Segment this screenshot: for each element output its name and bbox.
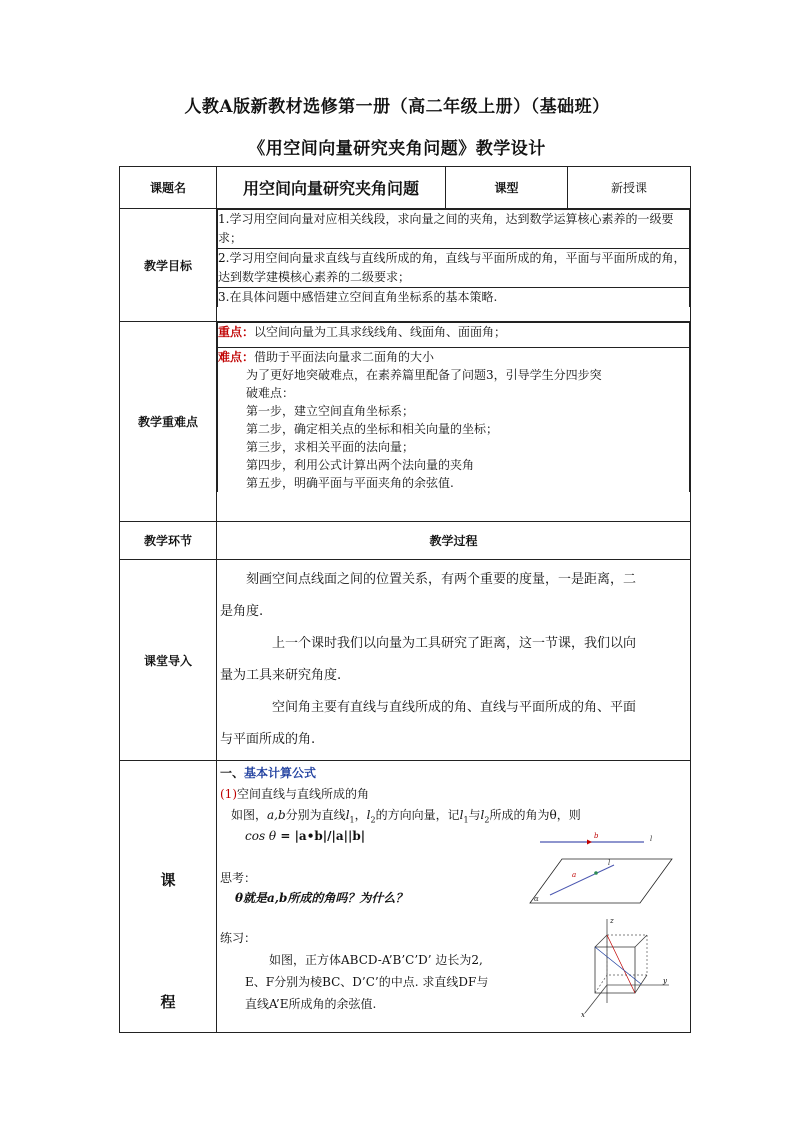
line-a3: 的方向向量，记 [375, 808, 460, 822]
intro-p2b: 量为工具来研究角度. [220, 668, 342, 683]
line-l1-projection [550, 865, 614, 895]
doc-title-line1: 人教A版新教材选修第一册（高二年级上册）（基础班） [184, 97, 610, 117]
practice-line-3: 直线A’E所成角的余弦值. [245, 997, 377, 1011]
goals-cell [217, 209, 691, 322]
label-l1-plane: l [608, 859, 611, 867]
figure-cube [577, 911, 677, 1021]
plane-alpha [530, 859, 672, 903]
difficulty-step-2: 第二步，确定相关点的坐标和相关向量的坐标； [246, 422, 499, 436]
l2-symbol: l [366, 808, 371, 822]
goals-list [217, 209, 690, 307]
intro-cell [217, 560, 691, 761]
sub1-number: (1) [220, 787, 237, 801]
difficulty-line-1: 为了更好地突破难点，在素养篇里配备了问题3，引导学生分四步突 [246, 368, 602, 382]
doc-title-line2: 《用空间向量研究夹角问题》教学设计 [248, 139, 546, 159]
label-keypoints: 教学重难点 [120, 322, 217, 522]
label-alpha: α [534, 895, 539, 903]
cube-edge-4 [595, 975, 607, 993]
difficulty-line-2: 破难点： [246, 386, 295, 400]
think-label: 思考： [220, 871, 257, 885]
difficulty-tag: 难点： [218, 350, 255, 364]
formula-rest: = |a•b|/|a||b| [276, 829, 366, 843]
process-cell: 一、基本计算公式 (1)空间直线与直线所成的角 如图，a,b分别为直线$l_1$，$l_2$的方向向量，记$l_1$与$l_2$所成的角为θ，则 cos θ = |a•b|/|a||b| b l a l α 思考： θ就是a,b所成的角吗？为什么？ 练习： 如图，正方体ABCD-A’B’C’D’ 边长为2, E、F分别为棱BC、D’C’的中点. 求直线DF与 直线A’E所成角的余弦值. z y x [217, 761, 691, 1033]
line-a2: 分别为直线 [285, 808, 346, 822]
process-label-top: 课 [160, 870, 176, 889]
difficulty-text: 借助于平面法向量求二面角的大小 [254, 350, 435, 364]
figure-line-plane [522, 829, 682, 911]
process-label-bottom: 程 [160, 992, 176, 1011]
label-process: 教学过程 [217, 522, 691, 560]
cube-front-face [595, 947, 635, 993]
focus-text: 以空间向量为工具求线线角、线面角、面面角； [254, 325, 507, 339]
vector-a-point [594, 871, 598, 875]
topic-value: 用空间向量研究夹角问题 [217, 167, 446, 209]
keypoints-cell [217, 322, 691, 522]
type-value: 新授课 [568, 167, 691, 209]
lesson-plan-table [119, 166, 691, 1033]
label-x: x [581, 1011, 585, 1019]
goal-item-3: 3.在具体问题中感悟建立空间直角坐标系的基本策略. [218, 288, 690, 308]
intro-p3a: 空间角主要有直线与直线所成的角、直线与平面所成的角、平面 [272, 700, 637, 715]
focus-tag: 重点： [218, 325, 255, 339]
goal-item-2: 2.学习用空间向量求直线与直线所成的角，直线与平面所成的角，平面与平面所成的角，达到数学建模核心素养的二级要求； [218, 249, 690, 288]
sub1-text: 空间直线与直线所成的角 [237, 787, 370, 801]
practice-label: 练习： [220, 931, 257, 945]
label-goals: 教学目标 [120, 209, 217, 322]
label-l1-top: l [650, 835, 653, 843]
think-question: θ就是a,b所成的角吗？为什么？ [235, 891, 408, 905]
segment-ae [595, 947, 641, 984]
line-a5: 所成的角为θ，则 [489, 808, 581, 822]
label-intro: 课堂导入 [120, 560, 217, 761]
label-b: b [594, 832, 599, 840]
intro-p1a: 刻画空间点线面之间的位置关系，有两个重要的度量，一是距离，二 [246, 572, 637, 587]
l1-sub: 1 [349, 815, 355, 825]
intro-p3b: 与平面所成的角. [220, 732, 316, 747]
intro-p1b: 是角度. [220, 604, 264, 619]
practice-line-1: 如图，正方体ABCD-A’B’C’D’ 边长为2, [269, 953, 483, 967]
l2-sub: 2 [370, 815, 376, 825]
label-section: 教学环节 [120, 522, 217, 560]
difficulty-step-4: 第四步，利用公式计算出两个法向量的夹角 [246, 458, 475, 472]
vector-b-arrow [587, 840, 592, 845]
line-ab: a,b [267, 808, 286, 822]
heading-prefix: 一、 [220, 766, 245, 780]
cube-edge-1 [595, 935, 607, 947]
label-topic: 课题名 [120, 167, 217, 209]
practice-line-2: E、F分别为棱BC、D’C’的中点. 求直线DF与 [245, 975, 489, 989]
label-process-side [120, 761, 217, 1033]
label-a: a [572, 871, 577, 879]
line-a4: 与 [468, 808, 481, 822]
label-z: z [610, 917, 614, 925]
cube-edge-2 [635, 935, 647, 947]
segment-df [607, 935, 635, 993]
difficulty-step-3: 第三步，求相关平面的法向量； [246, 440, 415, 454]
keypoints-list [217, 322, 690, 492]
label-y: y [663, 977, 667, 985]
difficulty-step-5: 第五步，明确平面与平面夹角的余弦值. [246, 476, 454, 490]
axis-x [585, 985, 607, 1013]
intro-p2a: 上一个课时我们以向量为工具研究了距离，这一节课，我们以向 [272, 636, 637, 651]
difficulty-step-1: 第一步，建立空间直角坐标系； [246, 404, 415, 418]
comma: ， [354, 808, 367, 822]
line-a1: 如图， [231, 808, 268, 822]
formula-cos: cos θ [245, 829, 277, 843]
heading-text: 基本计算公式 [244, 766, 317, 780]
goal-item-1: 1.学习用空间向量对应相关线段，求向量之间的夹角，达到数学运算核心素养的一级要求； [218, 210, 690, 249]
l1-symbol: l [345, 808, 350, 822]
label-type: 课型 [446, 167, 568, 209]
